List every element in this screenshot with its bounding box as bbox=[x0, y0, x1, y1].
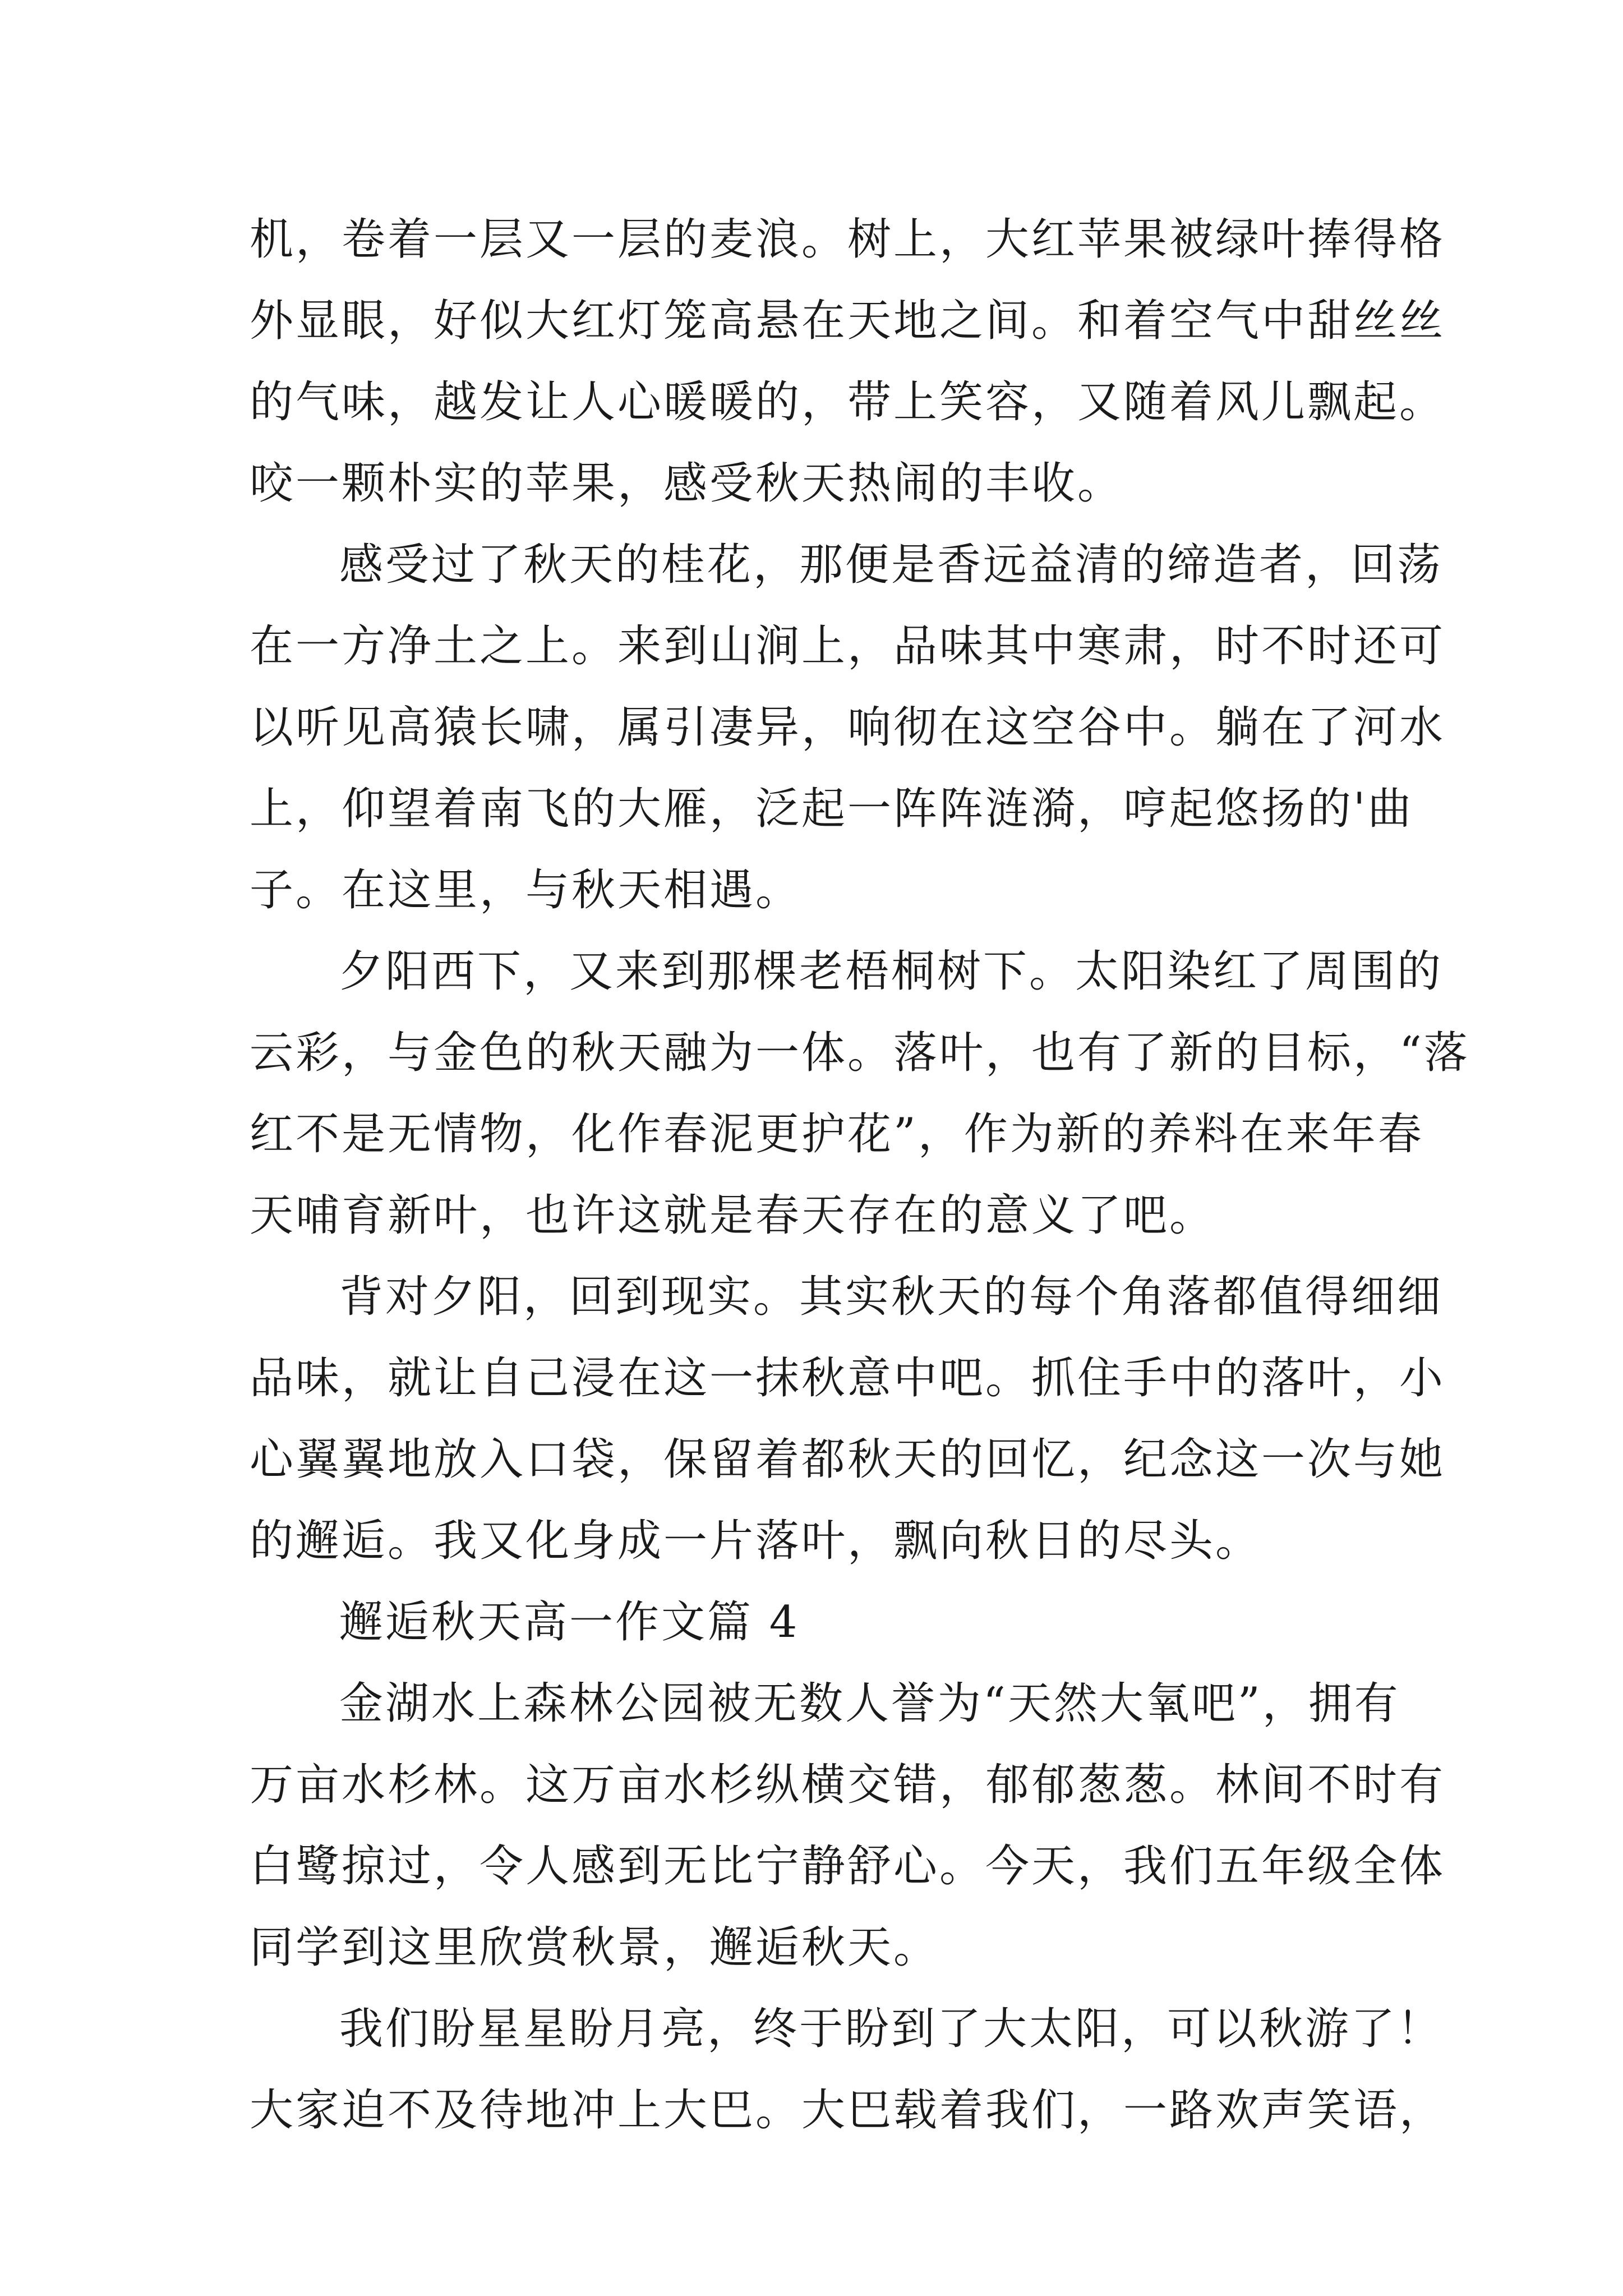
text-line: 天哺育新叶，也许这就是春天存在的意义了吧。 bbox=[250, 1190, 1216, 1241]
text-line: 的邂逅。我又化身成一片落叶，飘向秋日的尽头。 bbox=[250, 1516, 1262, 1566]
text-line: 云彩，与金色的秋天融为一体。落叶，也有了新的目标，“落 bbox=[250, 1028, 1470, 1078]
paragraph-start-line: 金湖水上森林公园被无数人誉为“天然大氧吧”，拥有 bbox=[339, 1678, 1400, 1729]
text-line: 的气味，越发让人心暖暖的，带上笑容，又随着风儿飘起。 bbox=[250, 377, 1446, 427]
text-line: 上，仰望着南飞的大雁，泛起一阵阵涟漪，哼起悠扬的'曲 bbox=[250, 784, 1414, 834]
paragraph-start-line: 感受过了秋天的桂花，那便是香远益清的缔造者，回荡 bbox=[339, 540, 1444, 590]
paragraph-start-line: 夕阳西下，又来到那棵老梧桐树下。太阳染红了周围的 bbox=[339, 946, 1444, 997]
paragraph-start-line: 背对夕阳，回到现实。其实秋天的每个角落都值得细细 bbox=[339, 1272, 1444, 1322]
text-line: 子。在这里，与秋天相遇。 bbox=[250, 865, 802, 915]
text-line: 万亩水杉林。这万亩水杉纵横交错，郁郁葱葱。林间不时有 bbox=[250, 1760, 1446, 1810]
text-line: 红不是无情物，化作春泥更护花”，作为新的养料在来年春 bbox=[250, 1109, 1424, 1159]
paragraph-start-line: 我们盼星星盼月亮，终于盼到了大太阳，可以秋游了！ bbox=[339, 2004, 1444, 2054]
text-line: 心翼翼地放入口袋，保留着都秋天的回忆，纪念这一次与她 bbox=[250, 1434, 1446, 1485]
text-line: 以听见高猿长啸，属引凄异，响彻在这空谷中。躺在了河水 bbox=[250, 702, 1446, 753]
text-line: 大家迫不及待地冲上大巴。大巴载着我们，一路欢声笑语， bbox=[250, 2085, 1446, 2136]
text-line: 机，卷着一层又一层的麦浪。树上，大红苹果被绿叶捧得格 bbox=[250, 214, 1446, 265]
text-line: 咬一颗朴实的苹果，感受秋天热闹的丰收。 bbox=[250, 458, 1124, 509]
text-line: 在一方净土之上。来到山涧上，品味其中寒肃，时不时还可 bbox=[250, 621, 1446, 671]
text-line: 品味，就让自己浸在这一抹秋意中吧。抓住手中的落叶，小 bbox=[250, 1353, 1446, 1404]
article-body bbox=[250, 199, 1470, 2151]
text-line: 白鹭掠过，令人感到无比宁静舒心。今天，我们五年级全体 bbox=[250, 1841, 1446, 1892]
section-heading: 邂逅秋天高一作文篇 4 bbox=[339, 1597, 800, 1648]
text-line: 外显眼，好似大红灯笼高悬在天地之间。和着空气中甜丝丝 bbox=[250, 296, 1446, 346]
text-line: 同学到这里欣赏秋景，邂逅秋天。 bbox=[250, 1922, 940, 1973]
